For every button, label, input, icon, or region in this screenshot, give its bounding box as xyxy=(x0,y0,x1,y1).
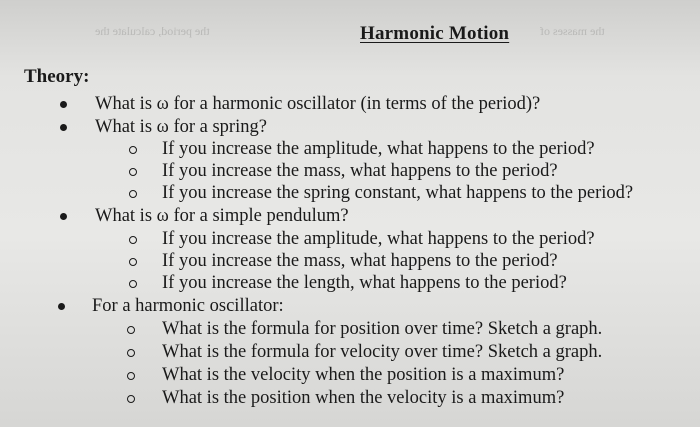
question-item: What is ω for a spring? xyxy=(95,117,267,137)
bullet-icon xyxy=(60,124,67,131)
question-subitem: If you increase the spring constant, what happens to the period? xyxy=(162,183,634,203)
theory-heading: Theory: xyxy=(24,66,90,87)
sub-bullet-icon xyxy=(127,395,135,403)
bullet-icon xyxy=(58,303,65,310)
sub-bullet-icon xyxy=(127,372,135,380)
question-subitem: What is the velocity when the position is a maximum? xyxy=(162,365,565,385)
question-subitem: If you increase the amplitude, what happens to the period? xyxy=(162,229,595,249)
question-subitem: What is the formula for velocity over time? Sketch a graph. xyxy=(162,342,603,362)
sub-bullet-icon xyxy=(129,258,137,266)
sub-bullet-icon xyxy=(127,326,135,334)
bleed-through-text: the masses of xyxy=(540,24,605,38)
bleed-through-text: the period, calculate the xyxy=(95,24,210,38)
sub-bullet-icon xyxy=(129,168,137,176)
sub-bullet-icon xyxy=(129,236,137,244)
sub-bullet-icon xyxy=(129,146,137,154)
question-subitem: If you increase the mass, what happens to the period? xyxy=(162,161,558,181)
question-item: What is ω for a harmonic oscillator (in terms of the period)? xyxy=(95,94,541,114)
question-subitem: What is the formula for position over time? Sketch a graph. xyxy=(162,319,603,339)
question-item: What is ω for a simple pendulum? xyxy=(95,206,349,226)
bullet-icon xyxy=(60,101,67,108)
bullet-icon xyxy=(60,213,67,220)
question-subitem: If you increase the amplitude, what happens to the period? xyxy=(162,139,595,159)
page-title: Harmonic Motion xyxy=(360,23,510,44)
sub-bullet-icon xyxy=(129,190,137,198)
question-subitem: What is the position when the velocity is a maximum? xyxy=(162,388,565,408)
question-subitem: If you increase the mass, what happens to the period? xyxy=(162,251,558,271)
question-subitem: If you increase the length, what happens to the period? xyxy=(162,273,567,293)
sub-bullet-icon xyxy=(127,349,135,357)
question-item: For a harmonic oscillator: xyxy=(92,296,284,316)
sub-bullet-icon xyxy=(129,280,137,288)
